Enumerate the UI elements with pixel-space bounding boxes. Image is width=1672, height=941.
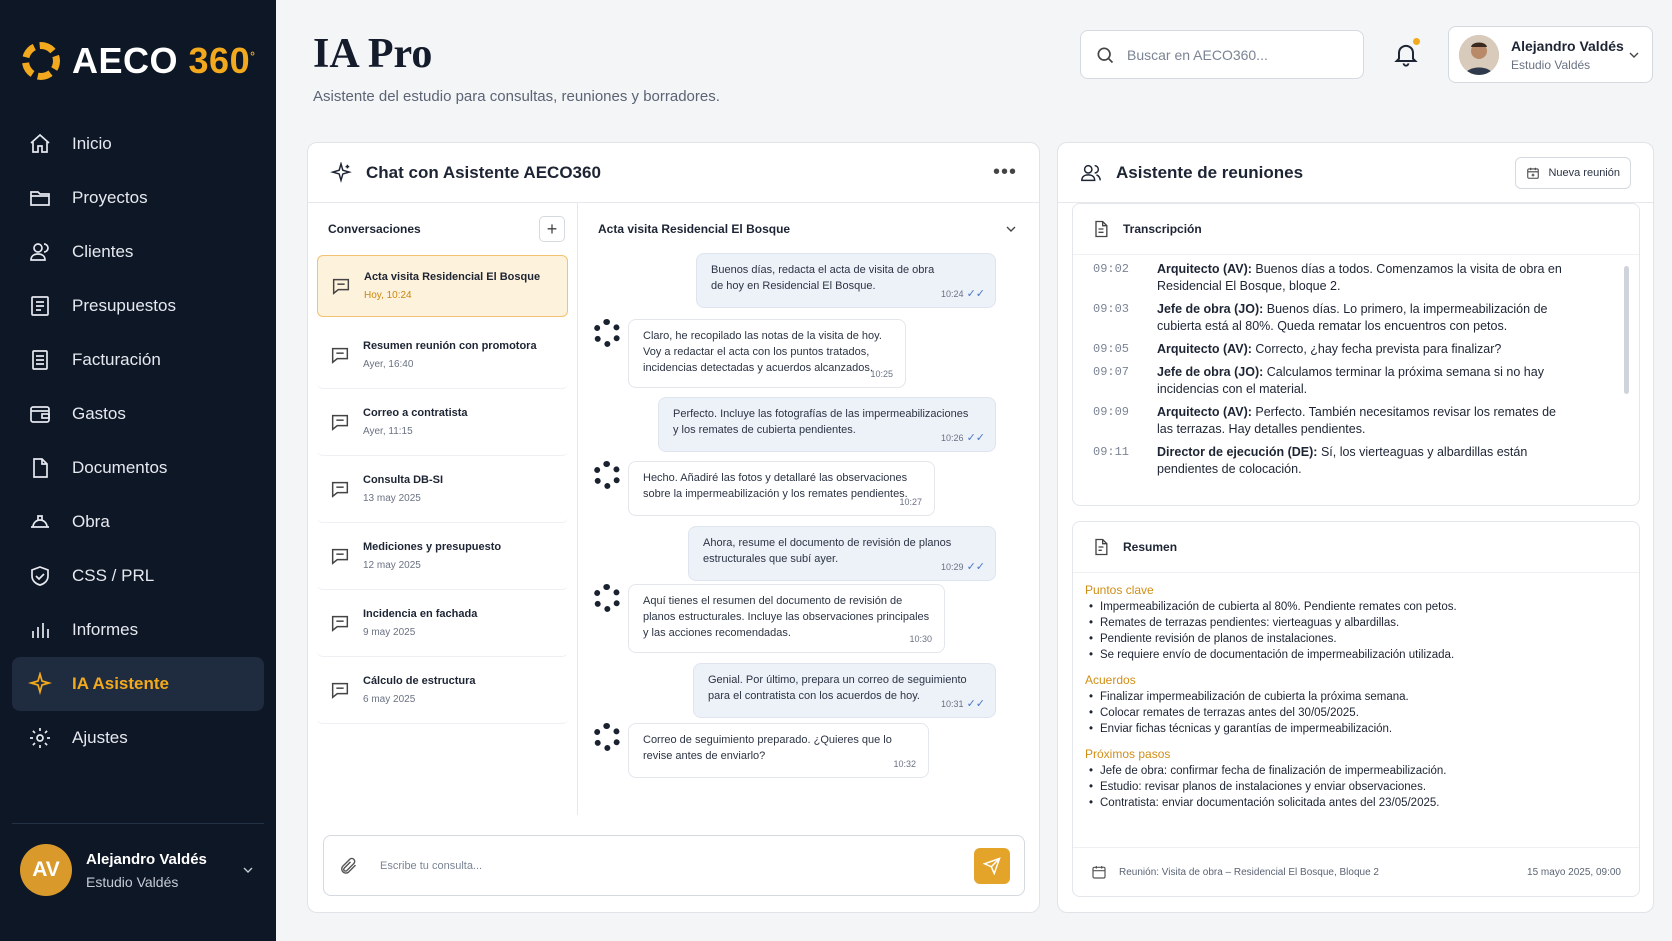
meetings-panel	[1057, 142, 1654, 913]
sidebar-item-facturacion[interactable]	[12, 333, 264, 387]
transcript-row	[1093, 261, 1639, 295]
transcript-utterance: Buenos días a todos. Comenzamos la visita de obra en Residencial El Bosque, bloque 2.	[1157, 262, 1562, 293]
transcript-time: 09:07	[1093, 365, 1130, 379]
transcript-speaker: Arquitecto (AV):	[1157, 262, 1252, 276]
summary-section	[1085, 747, 1639, 811]
helmet-icon	[28, 510, 52, 534]
page-title: IA Pro	[313, 31, 433, 77]
sidebar-item-label: IA Asistente	[72, 674, 169, 693]
chat-input-bar[interactable]	[323, 835, 1025, 896]
send-icon	[983, 857, 1001, 875]
transcript-speaker: Jefe de obra (JO):	[1157, 302, 1264, 316]
sidebar-item-obra[interactable]	[12, 495, 264, 549]
assistant-message	[628, 319, 906, 388]
summary-item: • Remates de terrazas pendientes: vierteaguas y albardillas.	[1085, 615, 1639, 631]
conversation-item[interactable]	[317, 389, 568, 456]
message-line: de hoy en Residencial El Bosque.	[711, 280, 876, 292]
summary-card	[1072, 521, 1640, 897]
transcript-scrollbar[interactable]	[1624, 266, 1629, 394]
assistant-avatar-icon	[593, 319, 621, 347]
message-line: sobre la impermeabilización y los remates pendientes.	[643, 488, 908, 500]
summary-body	[1073, 573, 1639, 811]
logo-mark	[22, 42, 60, 80]
budget-icon	[28, 294, 52, 318]
active-conversation-title: Acta visita Residencial El Bosque	[598, 222, 791, 236]
conversation-list	[308, 255, 577, 724]
summary-item: • Se requiere envío de documentación de impermeabilización utilizada.	[1085, 647, 1639, 663]
summary-section-title: Próximos pasos	[1085, 747, 1171, 761]
calendar-add-icon	[1526, 166, 1540, 180]
conversation-title: Correo a contratista	[363, 407, 468, 419]
conversation-item[interactable]	[317, 255, 568, 317]
sidebar-item-label: Gastos	[72, 404, 126, 423]
transcript-time: 09:03	[1093, 302, 1130, 316]
invoice-icon	[28, 348, 52, 372]
send-button[interactable]	[974, 848, 1010, 884]
conversation-title: Incidencia en fachada	[363, 608, 478, 620]
sidebar-item-label: Presupuestos	[72, 296, 176, 315]
transcript-speaker: Arquitecto (AV):	[1157, 405, 1252, 419]
transcript-list	[1073, 255, 1639, 478]
transcript-row	[1093, 364, 1639, 398]
message-line: y las acciones recomendadas.	[643, 627, 791, 639]
document-icon	[1091, 219, 1111, 239]
sidebar-item-label: Documentos	[72, 458, 168, 477]
sidebar-item-label: Informes	[72, 620, 139, 639]
read-receipt-icon: ✓✓	[966, 432, 985, 444]
summary-list	[1085, 763, 1639, 811]
avatar	[1459, 35, 1499, 75]
conversation-item[interactable]	[317, 523, 568, 590]
sidebar-item-ajustes[interactable]	[12, 711, 264, 765]
sidebar-item-ia-asistente[interactable]	[12, 657, 264, 711]
sidebar-item-label: Obra	[72, 512, 110, 531]
transcript-speaker: Director de ejecución (DE):	[1157, 445, 1318, 459]
conversation-title: Resumen reunión con promotora	[363, 340, 537, 352]
conversation-title: Cálculo de estructura	[363, 675, 476, 687]
chat-bubble-icon	[329, 679, 351, 701]
message-time	[941, 559, 985, 575]
assistant-avatar-icon	[593, 461, 621, 489]
message-line: Voy a redactar el acta con los puntos tratados,	[643, 346, 870, 358]
transcript-title: Transcripción	[1123, 222, 1202, 236]
transcript-time: 09:02	[1093, 262, 1130, 276]
logo-text: AECO 360°	[72, 40, 256, 81]
avatar: AV	[20, 844, 72, 896]
search-icon	[1095, 45, 1115, 65]
user-message	[696, 253, 996, 308]
sidebar-nav	[12, 117, 264, 765]
app-logo[interactable]	[22, 40, 255, 82]
conversation-time: 6 may 2025	[363, 694, 416, 705]
transcript-utterance: Calculamos terminar la próxima semana si no hay incidencias con el material.	[1157, 365, 1544, 396]
sidebar-item-inicio[interactable]	[12, 117, 264, 171]
transcript-utterance: Correcto, ¿hay fecha prevista para finalizar?	[1255, 342, 1502, 356]
user-message	[693, 663, 996, 718]
summary-icon	[1091, 537, 1111, 557]
transcript-row	[1093, 444, 1639, 478]
transcript-utterance: Sí, los vierteaguas y albardillas están pendientes de colocación.	[1157, 445, 1528, 476]
search-input[interactable]	[1127, 47, 1347, 63]
read-receipt-icon: ✓✓	[966, 698, 985, 710]
sidebar-item-label: Inicio	[72, 134, 112, 153]
wallet-icon	[28, 402, 52, 426]
conversation-item[interactable]	[317, 657, 568, 724]
chat-bubble-icon	[330, 275, 352, 297]
message-line: Perfecto. Incluye las fotografías de las impermeabilizaciones	[673, 408, 969, 420]
new-conversation-button[interactable]: +	[539, 216, 565, 242]
sidebar-item-label: Clientes	[72, 242, 134, 261]
conversations-panel	[308, 203, 578, 815]
meeting-date: 15 mayo 2025, 09:00	[1527, 866, 1621, 878]
user-message	[688, 526, 996, 581]
users-icon	[1080, 162, 1102, 184]
chat-bubble-icon	[329, 478, 351, 500]
message-line: planos estructurales. Incluye las observaciones principales	[643, 611, 930, 623]
conversation-time: Ayer, 16:40	[363, 359, 414, 370]
paperclip-icon[interactable]	[338, 856, 358, 876]
sidebar	[0, 0, 276, 941]
chevron-down-icon[interactable]	[240, 862, 256, 878]
shield-icon	[28, 564, 52, 588]
chat-panel	[307, 142, 1040, 913]
message-line: Genial. Por último, prepara un correo de seguimiento	[708, 674, 967, 686]
summary-item: • Estudio: revisar planos de instalaciones y enviar observaciones.	[1085, 779, 1639, 795]
folder-icon	[28, 186, 52, 210]
message-line: incidencias detectadas y acuerdos alcanzados.	[643, 362, 873, 374]
conversation-item[interactable]	[317, 590, 568, 657]
transcript-time: 09:05	[1093, 342, 1130, 356]
message-line: Buenos días, redacta el acta de visita de obra	[711, 264, 935, 276]
message-line: Claro, he recopilado las notas de la visita de hoy.	[643, 330, 882, 342]
messages-panel	[578, 203, 1041, 815]
assistant-message	[628, 584, 945, 653]
search-box[interactable]	[1080, 30, 1364, 79]
summary-title: Resumen	[1123, 540, 1178, 554]
message-time	[870, 366, 893, 382]
chat-bubble-icon	[329, 411, 351, 433]
message-time-text: 10:32	[893, 759, 916, 769]
sidebar-item-gastos[interactable]	[12, 387, 264, 441]
new-meeting-button[interactable]	[1515, 157, 1631, 189]
users-icon	[28, 240, 52, 264]
user-studio: Estudio Valdés	[1511, 57, 1591, 72]
chat-header	[308, 143, 1039, 203]
conversation-title: Acta visita Residencial El Bosque	[364, 271, 541, 283]
read-receipt-icon: ✓✓	[966, 288, 985, 300]
message-time-text: 10:25	[870, 369, 893, 379]
user-photo-icon	[1459, 35, 1499, 75]
notification-dot	[1411, 36, 1422, 47]
sidebar-user-studio: Estudio Valdés	[86, 873, 179, 890]
transcript-row	[1093, 404, 1639, 438]
transcript-text	[1157, 364, 1565, 398]
new-meeting-label: Nueva reunión	[1548, 166, 1620, 179]
message-time-text: 10:29	[941, 562, 964, 572]
summary-list	[1085, 689, 1639, 737]
message-time	[941, 430, 985, 446]
summary-section	[1085, 583, 1639, 663]
transcript-utterance: Buenos días. Lo primero, la impermeabilización de cubierta está al 80%. Queda rematar los encuentros con petos.	[1157, 302, 1548, 333]
conversations-title: Conversaciones	[328, 222, 421, 236]
message-time-text: 10:27	[899, 497, 922, 507]
message-line: Hecho. Añadiré las fotos y detallaré las observaciones	[643, 472, 908, 484]
chat-bubble-icon	[329, 612, 351, 634]
message-time	[941, 286, 985, 302]
transcript-card	[1072, 203, 1640, 506]
summary-section	[1085, 673, 1639, 737]
conversation-time: 13 may 2025	[363, 493, 421, 504]
sidebar-item-label: Proyectos	[72, 188, 148, 207]
transcript-text	[1157, 261, 1565, 295]
sidebar-item-documentos[interactable]	[12, 441, 264, 495]
sparkle-icon	[28, 672, 52, 696]
meeting-reference: Reunión: Visita de obra – Residencial El Bosque, Bloque 2	[1119, 866, 1379, 878]
message-line: Correo de seguimiento preparado. ¿Quieres que lo	[643, 734, 892, 746]
chat-input[interactable]	[380, 860, 974, 872]
sidebar-item-label: Facturación	[72, 350, 161, 369]
summary-list	[1085, 599, 1639, 663]
conversation-time: 12 may 2025	[363, 560, 421, 571]
message-time	[893, 756, 916, 772]
transcript-time: 09:11	[1093, 445, 1130, 459]
summary-section-title: Puntos clave	[1085, 583, 1154, 597]
sidebar-item-presupuestos[interactable]	[12, 279, 264, 333]
summary-item: • Jefe de obra: confirmar fecha de finalización de impermeabilización.	[1085, 763, 1639, 779]
message-line: y los remates de cubierta pendientes.	[673, 424, 856, 436]
conversation-title: Mediciones y presupuesto	[363, 541, 502, 553]
message-time-text: 10:31	[941, 699, 964, 709]
transcript-speaker: Arquitecto (AV):	[1157, 342, 1252, 356]
message-time	[909, 631, 932, 647]
transcript-utterance: Perfecto. También necesitamos revisar los remates de las terrazas. Hay detalles pendientes.	[1157, 405, 1556, 436]
transcript-row	[1093, 341, 1639, 358]
assistant-avatar-icon	[593, 584, 621, 612]
assistant-message	[628, 461, 935, 516]
message-time-text: 10:24	[941, 289, 964, 299]
message-time-text: 10:30	[909, 634, 932, 644]
summary-item: • Enviar fichas técnicas y garantías de impermeabilización.	[1085, 721, 1639, 737]
document-icon	[28, 456, 52, 480]
transcript-row	[1093, 301, 1639, 335]
chat-title: Chat con Asistente AECO360	[366, 162, 601, 182]
sidebar-divider	[12, 823, 264, 824]
message-time	[899, 494, 922, 510]
sidebar-user-name: Alejandro Valdés	[86, 850, 207, 868]
read-receipt-icon: ✓✓	[966, 561, 985, 573]
conversation-time: Hoy, 10:24	[364, 290, 412, 301]
sidebar-item-clientes[interactable]	[12, 225, 264, 279]
summary-item: • Impermeabilización de cubierta al 80%. Pendiente remates con petos.	[1085, 599, 1639, 615]
meetings-header	[1058, 143, 1653, 203]
user-message	[658, 397, 996, 452]
summary-item: • Finalizar impermeabilización de cubierta la próxima semana.	[1085, 689, 1639, 705]
message-time-text: 10:26	[941, 433, 964, 443]
chevron-down-icon	[1626, 47, 1642, 63]
chat-bubble-icon	[329, 545, 351, 567]
sparkle-icon	[330, 162, 352, 184]
transcript-text	[1157, 444, 1565, 478]
meeting-footer	[1073, 847, 1639, 896]
transcript-time: 09:09	[1093, 405, 1130, 419]
bar-chart-icon	[28, 618, 52, 642]
home-icon	[28, 132, 52, 156]
user-name: Alejandro Valdés	[1511, 37, 1624, 54]
page-subtitle: Asistente del estudio para consultas, reuniones y borradores.	[313, 88, 720, 105]
more-options-icon[interactable]: •••	[992, 161, 1017, 183]
meetings-title: Asistente de reuniones	[1116, 162, 1304, 182]
conversation-time: 9 may 2025	[363, 627, 416, 638]
sidebar-item-label: Ajustes	[72, 728, 128, 747]
user-menu[interactable]	[1448, 26, 1653, 83]
sidebar-item-informes[interactable]	[12, 603, 264, 657]
assistant-message	[628, 723, 929, 778]
summary-section-title: Acuerdos	[1085, 673, 1136, 687]
conversation-title: Consulta DB-SI	[363, 474, 444, 486]
summary-item: • Colocar remates de terrazas antes del 30/05/2025.	[1085, 705, 1639, 721]
assistant-avatar-icon	[593, 723, 621, 751]
sidebar-item-proyectos[interactable]	[12, 171, 264, 225]
conversation-item[interactable]	[317, 322, 568, 389]
message-time	[941, 696, 985, 712]
message-line: estructurales que subí ayer.	[703, 553, 839, 565]
conversation-item[interactable]	[317, 456, 568, 523]
transcript-text	[1157, 404, 1565, 438]
sidebar-item-css-prl[interactable]	[12, 549, 264, 603]
chat-bubble-icon	[329, 344, 351, 366]
sidebar-item-label: CSS / PRL	[72, 566, 155, 585]
sidebar-user[interactable]	[20, 844, 256, 896]
transcript-text	[1157, 301, 1565, 335]
transcript-speaker: Jefe de obra (JO):	[1157, 365, 1264, 379]
calendar-icon	[1091, 864, 1107, 880]
summary-item: • Pendiente revisión de planos de instalaciones.	[1085, 631, 1639, 647]
gear-icon	[28, 726, 52, 750]
message-line: para el contratista con los acuerdos de hoy.	[708, 690, 920, 702]
message-line: revise antes de enviarlo?	[643, 750, 766, 762]
message-line: Aquí tienes el resumen del documento de revisión de	[643, 595, 903, 607]
summary-item: • Contratista: enviar documentación solicitada antes del 23/05/2025.	[1085, 795, 1639, 811]
chevron-down-icon[interactable]	[1003, 221, 1019, 237]
message-line: Ahora, resume el documento de revisión de planos	[703, 537, 952, 549]
transcript-text	[1157, 341, 1565, 358]
conversation-time: Ayer, 11:15	[363, 426, 413, 437]
